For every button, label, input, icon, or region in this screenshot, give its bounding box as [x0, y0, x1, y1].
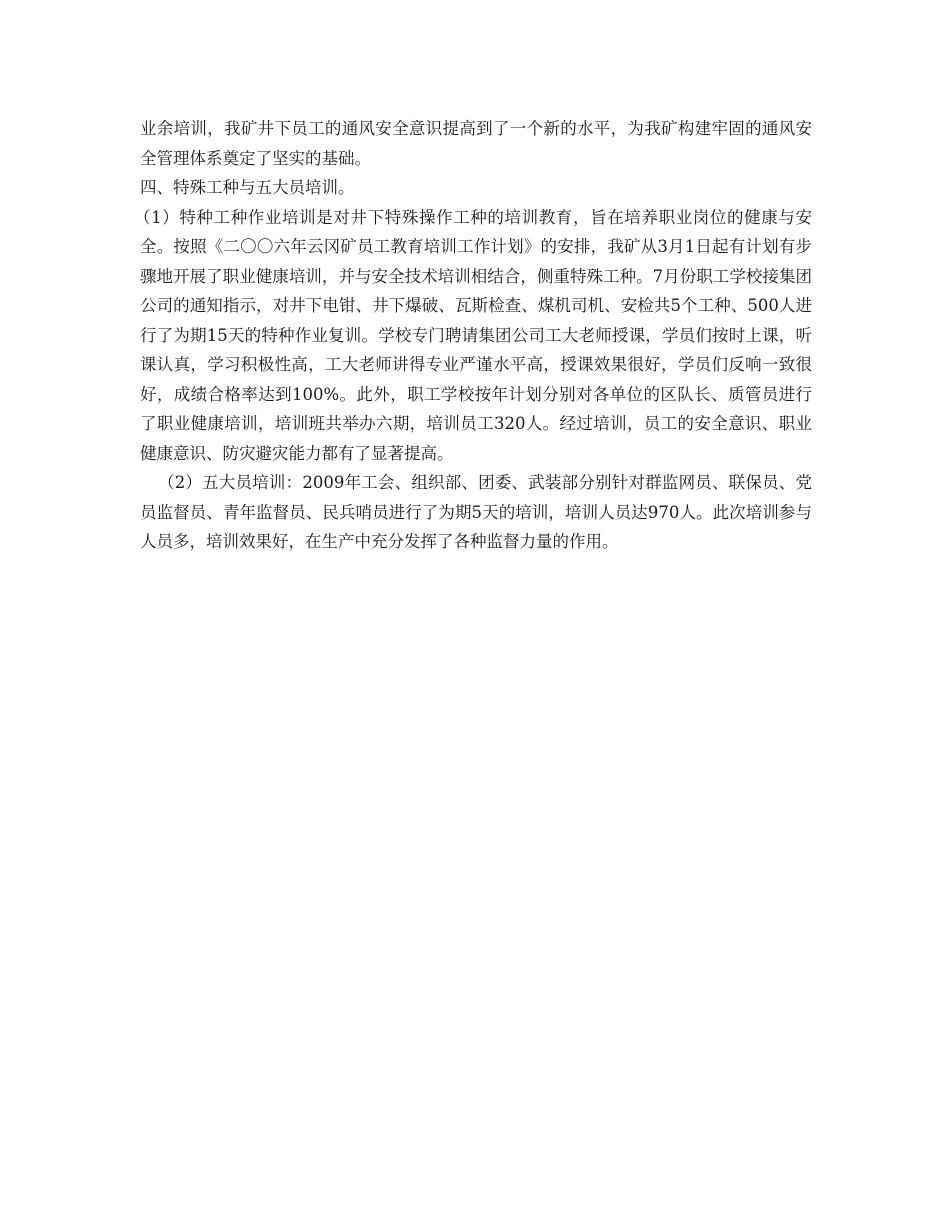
paragraph-continuation: 业余培训，我矿井下员工的通风安全意识提高到了一个新的水平，为我矿构建牢固的通风安全管理体系奠定了坚实的基础。 — [140, 119, 812, 168]
paragraph-five-staff-training: （2）五大员培训：2009年工会、组织部、团委、武装部分别针对群监网员、联保员、党员监督员、青年监督员、民兵哨员进行了为期5天的培训，培训人员达970人。此次培训参与人员多，培训效果好，在生产中充分发挥了各种监督力量的作用。 — [140, 473, 812, 551]
paragraph-special-training: （1）特种工种作业培训是对井下特殊操作工种的培训教育，旨在培养职业岗位的健康与安全。按照《二〇〇六年云冈矿员工教育培训工作计划》的安排，我矿从3月1日起有计划有步骤地开展了职业健康培训，并与安全技术培训相结合，侧重特殊工种。7月份职工学校接集团公司的通知指示，对井下电钳、井下爆破、瓦斯检查、煤机司机、安检共5个工种、500人进行了为期15天的特种作业复训。学校专门聘请集团公司工大老师授课，学员们按时上课，听课认真，学习积极性高，工大老师讲得专业严谨水平高，授课效果很好，学员们反响一致很好，成绩合格率达到100%。此外，职工学校按年计划分别对各单位的区队长、质管员进行了职业健康培训，培训班共举办六期，培训员工320人。经过培训，员工的安全意识、职业健康意识、防灾避灾能力都有了显著提高。 — [134, 207, 812, 463]
document-body — [134, 114, 812, 557]
section-heading: 四、特殊工种与五大员培训。 — [140, 178, 355, 197]
